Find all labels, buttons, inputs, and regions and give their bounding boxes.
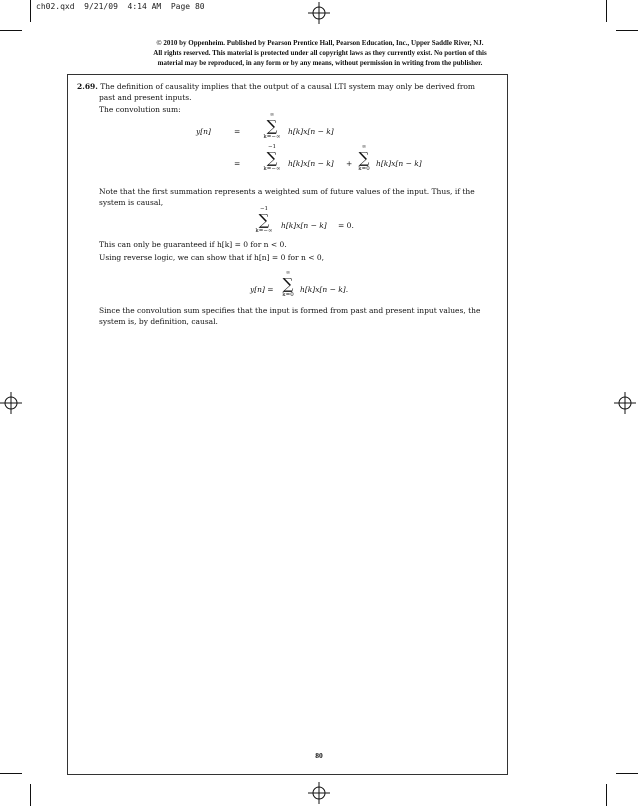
sum-symbol-1 — [258, 112, 286, 141]
crop-mark-top-left-v — [30, 0, 31, 22]
copyright-line-3: material may be reproduced, in any form or by any means, without permission in writing from the publisher. — [157, 59, 483, 67]
sum-2-lower: k=−∞ — [263, 166, 281, 172]
note-line-1: Note that the first summation represents a weighted sum of future values of the input. Thus, if the — [99, 187, 475, 196]
sum-symbol-3 — [354, 144, 374, 173]
crop-mark-bottom-left-v — [30, 784, 31, 806]
crop-mark-top-right-h — [616, 30, 638, 31]
eq1-lhs: y[n] — [196, 127, 211, 136]
conclusion-line-2: system is, by definition, causal. — [99, 316, 218, 326]
note-paragraph — [77, 187, 501, 208]
eq3-lhs: y[n] = — [250, 285, 274, 294]
copyright-line-1: © 2010 by Oppenheim. Published by Pearson Prentice Hall, Pearson Education, Inc., Upper Saddle River, NJ. — [156, 39, 484, 47]
registration-mark-left — [0, 392, 22, 414]
sum-1-upper: ∞ — [269, 112, 275, 118]
eq1b-equals: = — [234, 159, 241, 168]
eq1-equals: = — [234, 127, 241, 136]
sum-symbol-2 — [258, 144, 286, 173]
eq1b-plus: + — [346, 159, 353, 168]
intro-line-2: past and present inputs. — [99, 92, 192, 102]
eq1b-term-2: h[k]x[n − k] — [376, 159, 422, 168]
eq1-term: h[k]x[n − k] — [288, 127, 334, 136]
sigma-icon: ∑ — [266, 149, 278, 167]
eq3-term: h[k]x[n − k]. — [300, 285, 349, 294]
crop-mark-bottom-right-v — [606, 784, 607, 806]
crop-mark-bottom-left-h — [0, 773, 22, 774]
sum-5-upper: ∞ — [285, 270, 291, 276]
copyright-line-2: All rights reserved. This material is protected under all copyright laws as they currently exist. No portion of this — [153, 49, 487, 57]
content-frame — [67, 74, 508, 775]
sum-3-upper: ∞ — [361, 144, 367, 150]
registration-mark-bottom — [308, 782, 330, 804]
sum-1-lower: k=−∞ — [263, 134, 281, 140]
eq2-term: h[k]x[n − k] — [281, 221, 327, 230]
sigma-icon: ∑ — [266, 117, 278, 135]
sum-4-upper: −1 — [259, 206, 269, 212]
slug-line: ch02.qxd 9/21/09 4:14 AM Page 80 — [36, 2, 205, 11]
crop-mark-top-left-h — [0, 30, 22, 31]
intro-line-1: The definition of causality implies that the output of a causal LTI system may only be derived from — [100, 82, 476, 91]
sigma-icon: ∑ — [358, 149, 370, 167]
guarantee-paragraph — [77, 240, 501, 263]
sum-5-lower: k=0 — [282, 292, 294, 298]
problem-number: 2.69. — [77, 82, 98, 91]
reverse-logic-line: Using reverse logic, we can show that if h[n] = 0 for n < 0, — [99, 252, 325, 262]
sum-symbol-4 — [250, 206, 278, 235]
note-line-2: system is causal, — [99, 197, 164, 207]
conclusion-line-1: Since the convolution sum specifies that the input is formed from past and present input values, the — [99, 306, 481, 315]
crop-mark-bottom-right-h — [616, 773, 638, 774]
sum-2-upper: −1 — [267, 144, 277, 150]
crop-mark-top-right-v — [606, 0, 607, 22]
convolution-label: The convolution sum: — [99, 105, 181, 114]
sum-3-lower: k=0 — [358, 166, 370, 172]
sum-symbol-5 — [278, 270, 298, 299]
problem-body — [77, 82, 501, 116]
sigma-icon: ∑ — [258, 211, 270, 229]
registration-mark-top — [308, 2, 330, 24]
guarantee-line: This can only be guaranteed if h[k] = 0 for n < 0. — [99, 240, 287, 249]
sum-4-lower: k=−∞ — [255, 228, 273, 234]
eq1b-term-1: h[k]x[n − k] — [288, 159, 334, 168]
registration-mark-right — [614, 392, 636, 414]
page-number: 80 — [315, 751, 323, 760]
sigma-icon: ∑ — [282, 275, 294, 293]
eq2-rhs: = 0. — [338, 221, 354, 230]
conclusion-paragraph — [77, 306, 501, 327]
intro-paragraph — [77, 82, 501, 93]
copyright-notice — [130, 38, 510, 68]
